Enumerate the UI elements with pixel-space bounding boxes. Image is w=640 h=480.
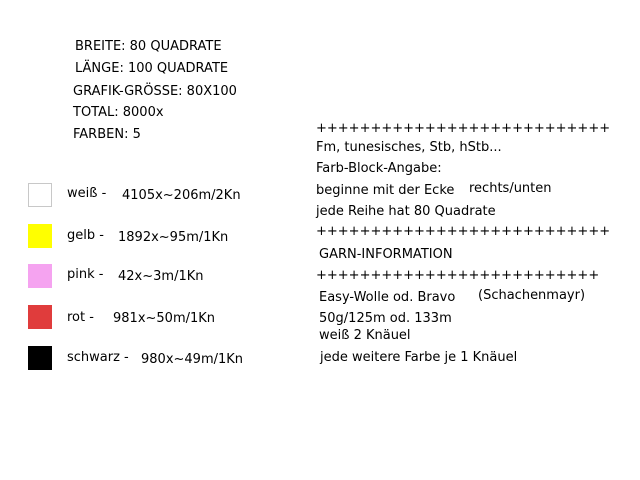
color-value-yellow: 1892x~95m/1Kn	[118, 230, 229, 245]
color-value-white: 4105x~206m/2Kn	[122, 188, 241, 203]
color-label-pink: pink -	[67, 267, 104, 282]
stitch-info: Fm, tunesisches, Stb, hStb...	[316, 140, 502, 155]
color-swatch-white	[28, 183, 52, 207]
yarn-other-quantity: jede weitere Farbe je 1 Knäuel	[320, 350, 518, 365]
yarn-weight: 50g/125m od. 133m	[319, 311, 452, 326]
spec-width: BREITE: 80 QUADRATE	[75, 39, 222, 54]
separator-line: ++++++++++++++++++++++++++	[316, 268, 600, 283]
color-swatch-black	[28, 346, 52, 370]
color-label-yellow: gelb -	[67, 228, 104, 243]
spec-graphic-size: GRAFIK-GRÖSSE: 80X100	[73, 84, 237, 99]
color-swatch-red	[28, 305, 52, 329]
color-block-heading: Farb-Block-Angabe:	[316, 161, 442, 176]
spec-colors: FARBEN: 5	[73, 127, 141, 142]
color-value-pink: 42x~3m/1Kn	[118, 269, 204, 284]
yarn-white-quantity: weiß 2 Knäuel	[319, 328, 411, 343]
color-value-black: 980x~49m/1Kn	[141, 352, 244, 367]
row-info: jede Reihe hat 80 Quadrate	[316, 204, 496, 219]
color-swatch-yellow	[28, 224, 52, 248]
start-corner-direction: rechts/unten	[469, 181, 552, 196]
color-swatch-pink	[28, 264, 52, 288]
start-corner-text: beginne mit der Ecke	[316, 183, 455, 198]
yarn-manufacturer: (Schachenmayr)	[478, 288, 586, 303]
separator-line: +++++++++++++++++++++++++++	[316, 121, 611, 136]
yarn-brand: Easy-Wolle od. Bravo	[319, 290, 456, 305]
color-label-black: schwarz -	[67, 350, 129, 365]
separator-line: +++++++++++++++++++++++++++	[316, 224, 611, 239]
spec-length: LÄNGE: 100 QUADRATE	[75, 61, 229, 76]
color-label-white: weiß -	[67, 186, 107, 201]
color-value-red: 981x~50m/1Kn	[113, 311, 216, 326]
color-label-red: rot -	[67, 310, 94, 325]
yarn-info-heading: GARN-INFORMATION	[319, 247, 453, 262]
spec-total: TOTAL: 8000x	[73, 105, 164, 120]
